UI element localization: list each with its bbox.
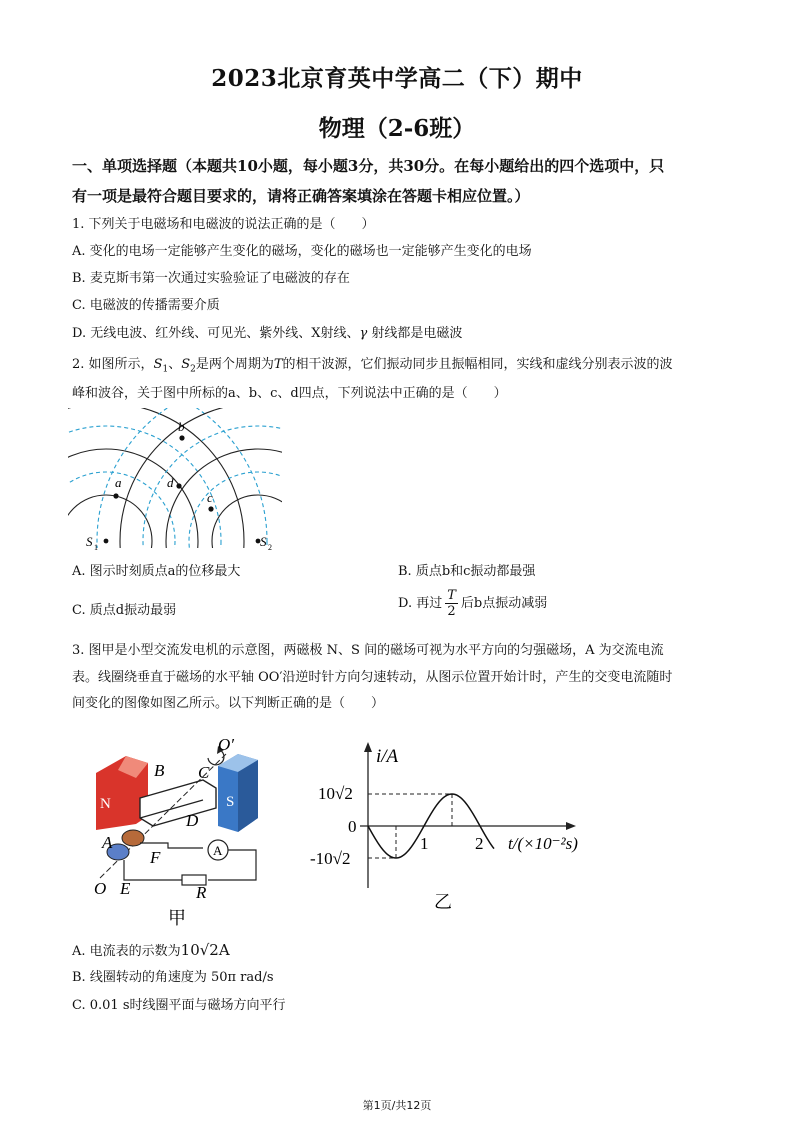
q1-option-b: B. 麦克斯韦第一次通过实验验证了电磁波的存在 [72, 271, 350, 286]
label-s2: S [260, 534, 267, 549]
label-b: B [154, 761, 165, 780]
q3-option-b: B. 线圈转动的角速度为 50π rad/s [72, 970, 274, 985]
q3-stem-line2: 表。线圈绕垂直于磁场的水平轴 OO′沿逆时针方向匀速转动，从图示位置开始计时，产生的交变电流随时 [72, 670, 673, 685]
exam-subtitle: 物理（2-6班） [318, 115, 476, 142]
label-s2-sub: 2 [268, 543, 272, 552]
section-heading-line1: 一、单项选择题（本题共10小题，每小题3分，共30分。在每小题给出的四个选项中，只 [72, 157, 665, 175]
y-tick-max: 10√2 [318, 784, 353, 803]
q2-stem-line1: 2. 如图所示，$S_1$、$S_2$是两个周期为T的相干波源，它们振动同步且振幅相同，实线和虚线分别表示波的波 [72, 357, 673, 375]
label-o-prime: O′ [218, 735, 234, 754]
q1-option-a: A. 变化的电场一定能够产生变化的磁场，变化的磁场也一定能够产生变化的电场 [72, 244, 532, 259]
wave-interference-figure [68, 408, 282, 556]
point-d [176, 483, 181, 488]
label-c: c [207, 490, 213, 505]
q3-stem-line1: 3. 图甲是小型交流发电机的示意图，两磁极 N、S 间的磁场可视为水平方向的匀强磁场，A 为交流电流 [72, 643, 664, 658]
y-tick-min: -10√2 [310, 849, 351, 868]
label-c: C [198, 763, 210, 782]
q3-stem-line3: 间变化的图像如图乙所示。以下判断正确的是（ ） [72, 696, 385, 711]
label-s: S [226, 794, 235, 810]
q3-option-a: A. 电流表的示数为10√2A [72, 941, 230, 959]
ammeter-label: A [213, 843, 223, 858]
current-time-chart [300, 740, 600, 915]
point-b [179, 435, 184, 440]
label-o: O [94, 879, 107, 898]
label-f: F [150, 848, 161, 867]
q2-option-c: C. 质点d振动最弱 [72, 603, 177, 618]
page-footer: 第1页/共12页 [362, 1099, 432, 1112]
point-a [113, 493, 118, 498]
caption-yi: 乙 [434, 892, 452, 912]
generator-figure [78, 728, 288, 928]
label-e: E [120, 879, 131, 898]
label-a: A [102, 833, 113, 852]
y-axis-label: i/A [376, 746, 399, 767]
x-tick-2: 2 [475, 834, 484, 853]
q1-option-d: D. 无线电波、红外线、可见光、紫外线、X射线、γ 射线都是电磁波 [72, 326, 463, 341]
source-s1 [104, 539, 109, 544]
q2-stem-line2: 峰和波谷，关于图中所标的a、b、c、d四点，下列说法中正确的是（ ） [72, 386, 507, 401]
label-a: a [115, 475, 122, 490]
label-b: b [178, 419, 185, 434]
q3-option-c: C. 0.01 s时线圈平面与磁场方向平行 [72, 998, 286, 1013]
x-tick-1: 1 [420, 834, 429, 853]
q1-stem: 1. 下列关于电磁场和电磁波的说法正确的是（ ） [72, 217, 375, 232]
label-r: R [196, 883, 207, 902]
point-c [208, 506, 213, 511]
exam-title: 2023北京育英中学高二（下）期中 [211, 65, 583, 92]
q1-option-c: C. 电磁波的传播需要介质 [72, 298, 220, 313]
label-d: d [167, 475, 174, 490]
coil [140, 780, 216, 826]
q2-option-b: B. 质点b和c振动都最强 [398, 564, 536, 579]
label-d: D [186, 811, 199, 830]
x-axis-label: t/(×10⁻²s) [508, 834, 578, 853]
label-s1: S [86, 534, 93, 549]
q2-option-a: A. 图示时刻质点a的位移最大 [72, 564, 241, 579]
label-s1-sub: 1 [94, 543, 98, 552]
q2-option-d: D. 再过 T 2 后b点振动减弱 [398, 588, 548, 619]
y-tick-zero: 0 [348, 817, 357, 836]
label-n: N [100, 796, 111, 812]
fraction-t-over-2: T 2 [447, 588, 456, 619]
caption-jia: 甲 [168, 908, 186, 928]
section-heading-line2: 有一项是最符合题目要求的，请将正确答案填涂在答题卡相应位置。） [72, 187, 530, 205]
